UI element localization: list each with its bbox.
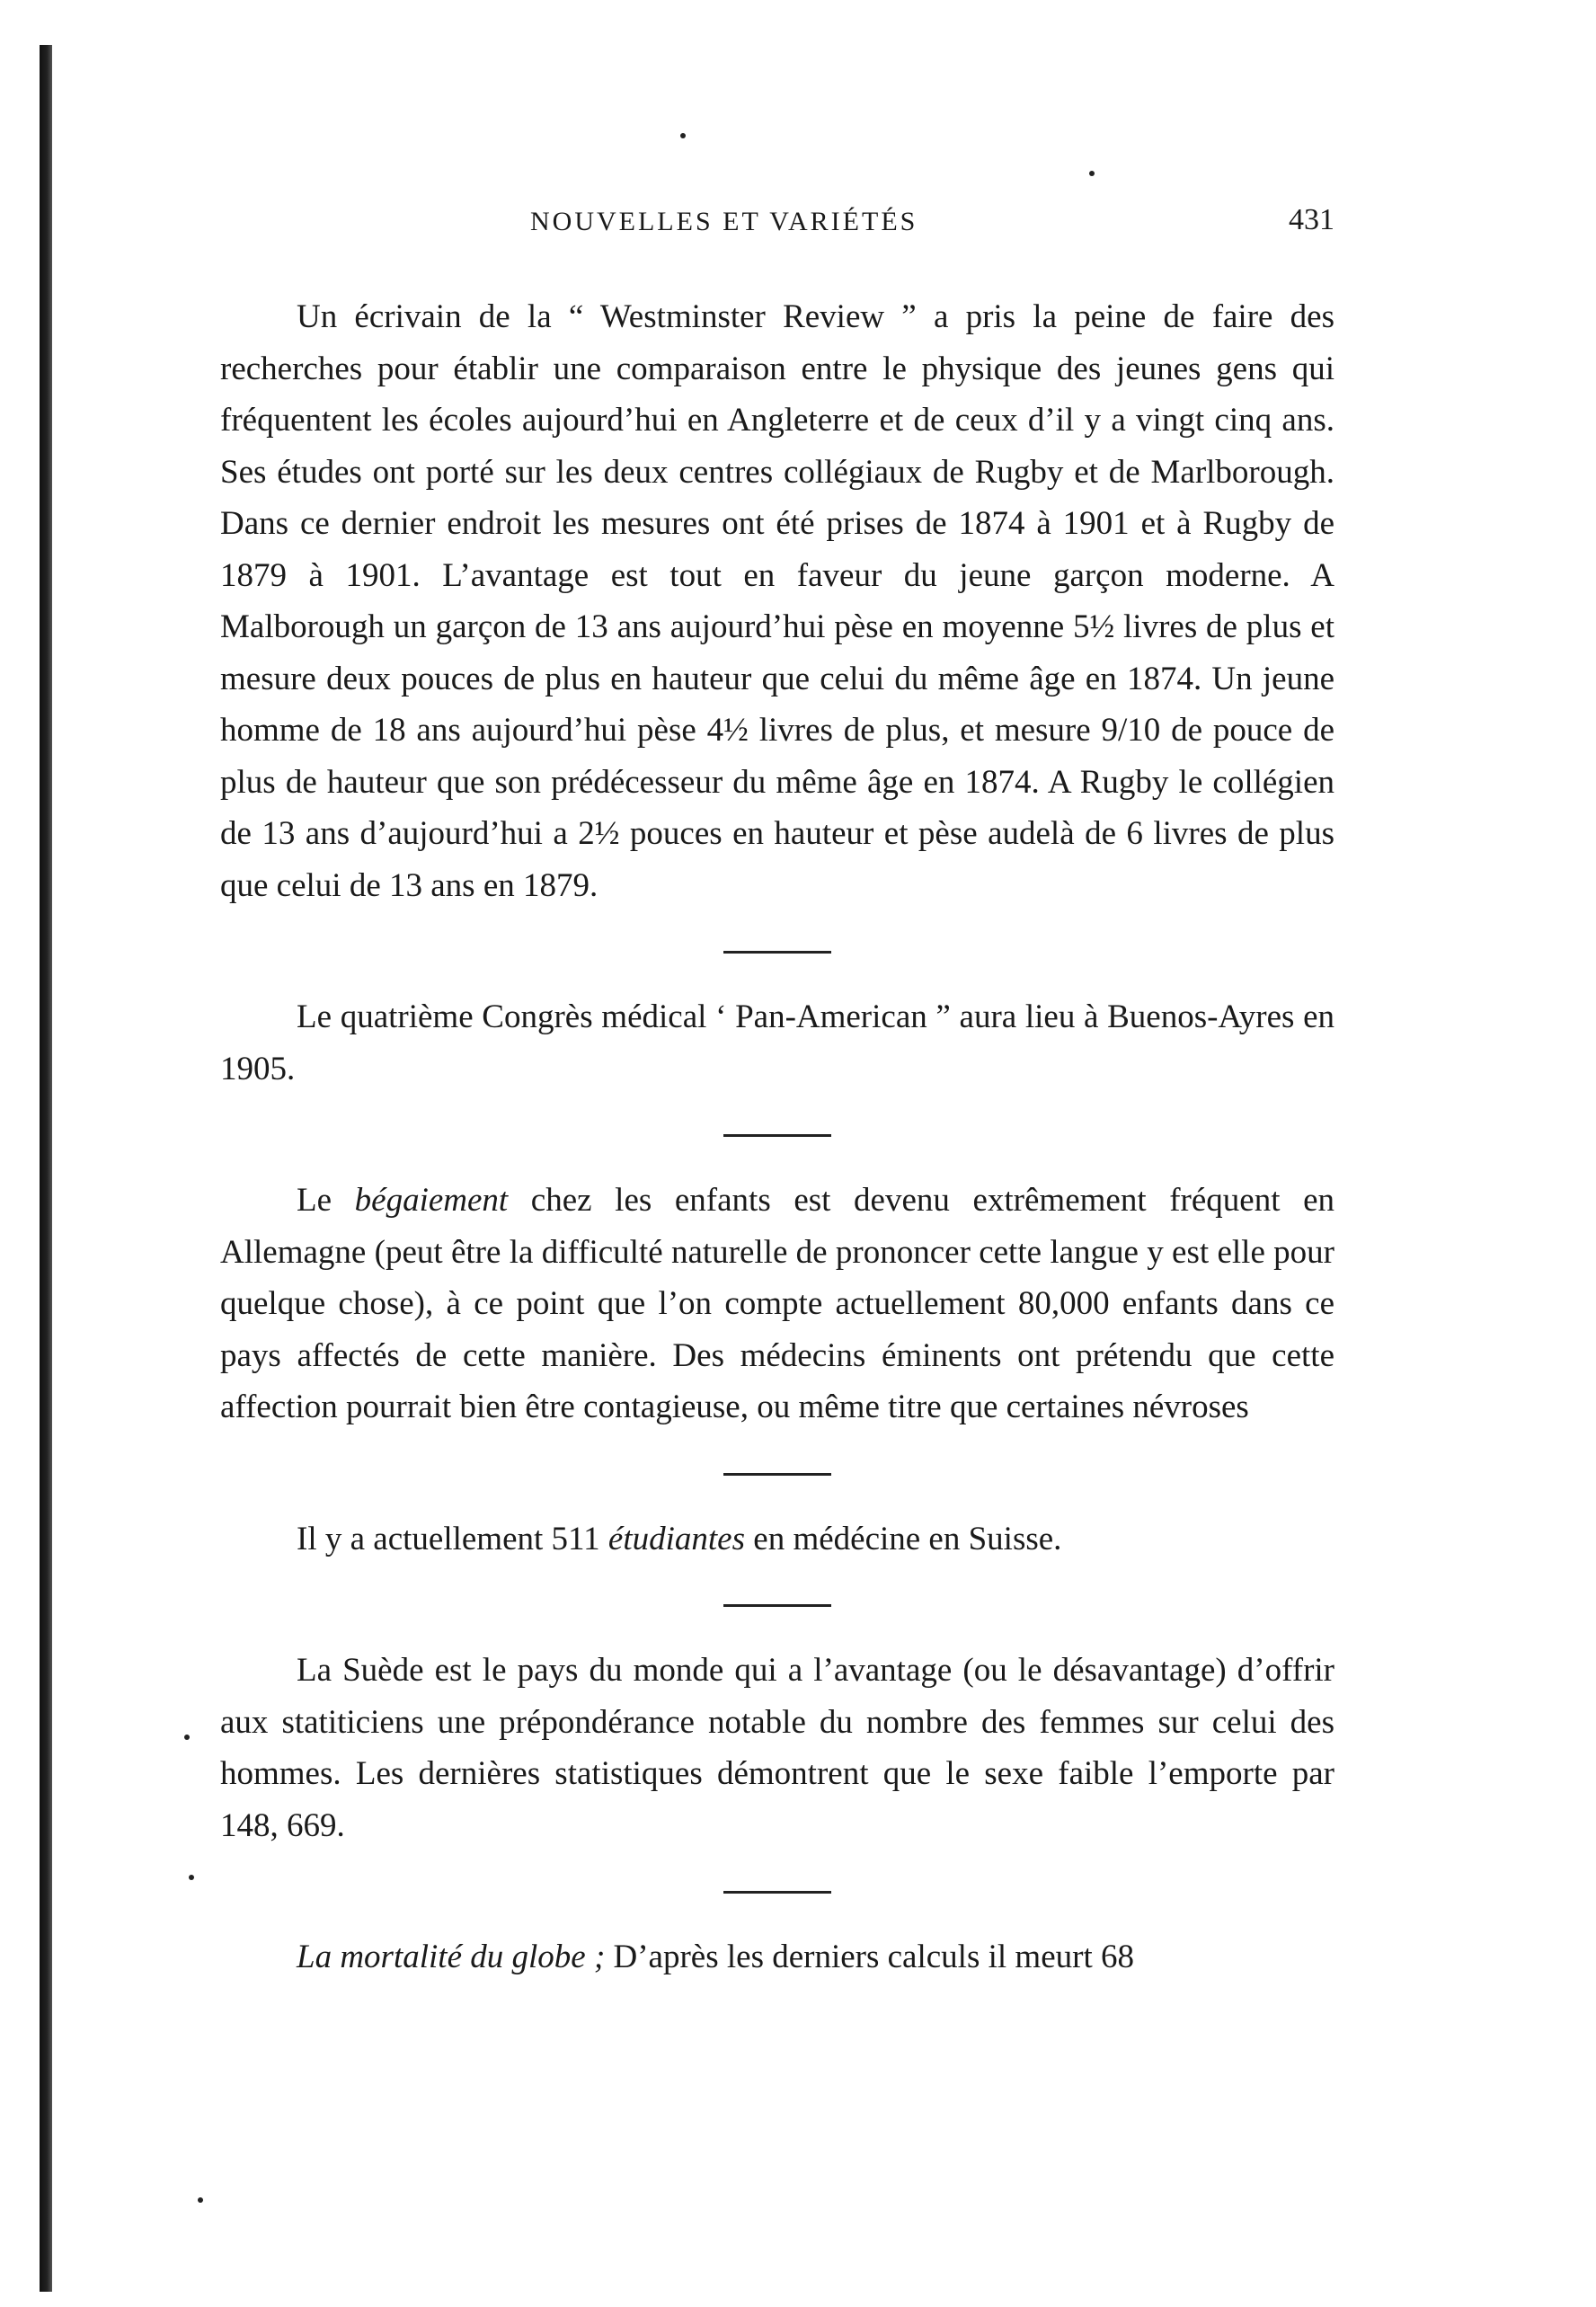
running-title: NOUVELLES ET VARIÉTÉS (530, 207, 918, 236)
section-divider (723, 1891, 831, 1894)
page-number: 431 (1289, 203, 1334, 236)
paragraph-congres: Le quatrième Congrès médical ‘ Pan-American ” aura lieu à Buenos-Ayres en 1905. (220, 998, 1334, 1087)
print-speck (198, 2197, 203, 2203)
section-divider (723, 1604, 831, 1607)
print-speck (189, 1875, 194, 1880)
print-speck (680, 133, 686, 138)
print-speck (1089, 171, 1095, 176)
paragraph-suede: La Suède est le pays du monde qui a l’avantage (ou le désavantage) d’offrir aux statiticiens une prépondérance notable du nombre des femmes sur celui des hommes. Les dernières statistiques démontrent que le sexe faible l’emporte par 148, 669. (220, 1652, 1334, 1844)
paragraph-etudiantes: Il y a actuellement 511 étudiantes en médécine en Suisse. (297, 1520, 1062, 1557)
paragraph-begaiement: Le bégaiement chez les enfants est devenu extrêmement fréquent en Allemagne (peut être la difficulté naturelle de prononcer cette langue y est elle pour quelque chose), à ce point que l’on compte actuellement 80,000 enfants dans ce pays affectés de cette manière. Des médecins éminents ont prétendu que cette affection pourrait bien être contagieuse, ou même titre que certaines névroses (220, 1182, 1334, 1425)
paragraph-westminster: Un écrivain de la “ Westminster Review ” a pris la peine de faire des recherches pour établir une comparaison entre le physique des jeunes gens qui fréquentent les écoles aujourd’hui en Angleterre et de ceux d’il y a vingt cinq ans. Ses études ont porté sur les deux centres collégiaux de Rugby et de Marlborough. Dans ce dernier endroit les mesures ont été prises de 1874 à 1901 et à Rugby de 1879 à 1901. L’avantage est tout en faveur du jeune garçon moderne. A Malborough un garçon de 13 ans aujourd’hui pèse en moyenne 5½ livres de plus et mesure deux pouces de plus en hauteur que celui du même âge en 1874. Un jeune homme de 18 ans aujourd’hui pèse 4½ livres de plus, et mesure 9/10 de pouce de plus de hauteur que son prédécesseur du même âge en 1874. A Rugby le collégien de 13 ans d’aujourd’hui a 2½ pouces en hauteur et pèse audelà de 6 livres de plus que celui de 13 ans en 1879. (220, 298, 1334, 904)
section-divider (723, 1473, 831, 1476)
section-divider (723, 1134, 831, 1137)
book-binding-edge (40, 45, 52, 2292)
section-divider (723, 951, 831, 954)
print-speck (184, 1735, 190, 1740)
article-body (220, 291, 1334, 1983)
paragraph-mortalite: La mortalité du globe ; D’après les derniers calculs il meurt 68 (297, 1939, 1134, 1975)
running-header (220, 201, 1334, 246)
